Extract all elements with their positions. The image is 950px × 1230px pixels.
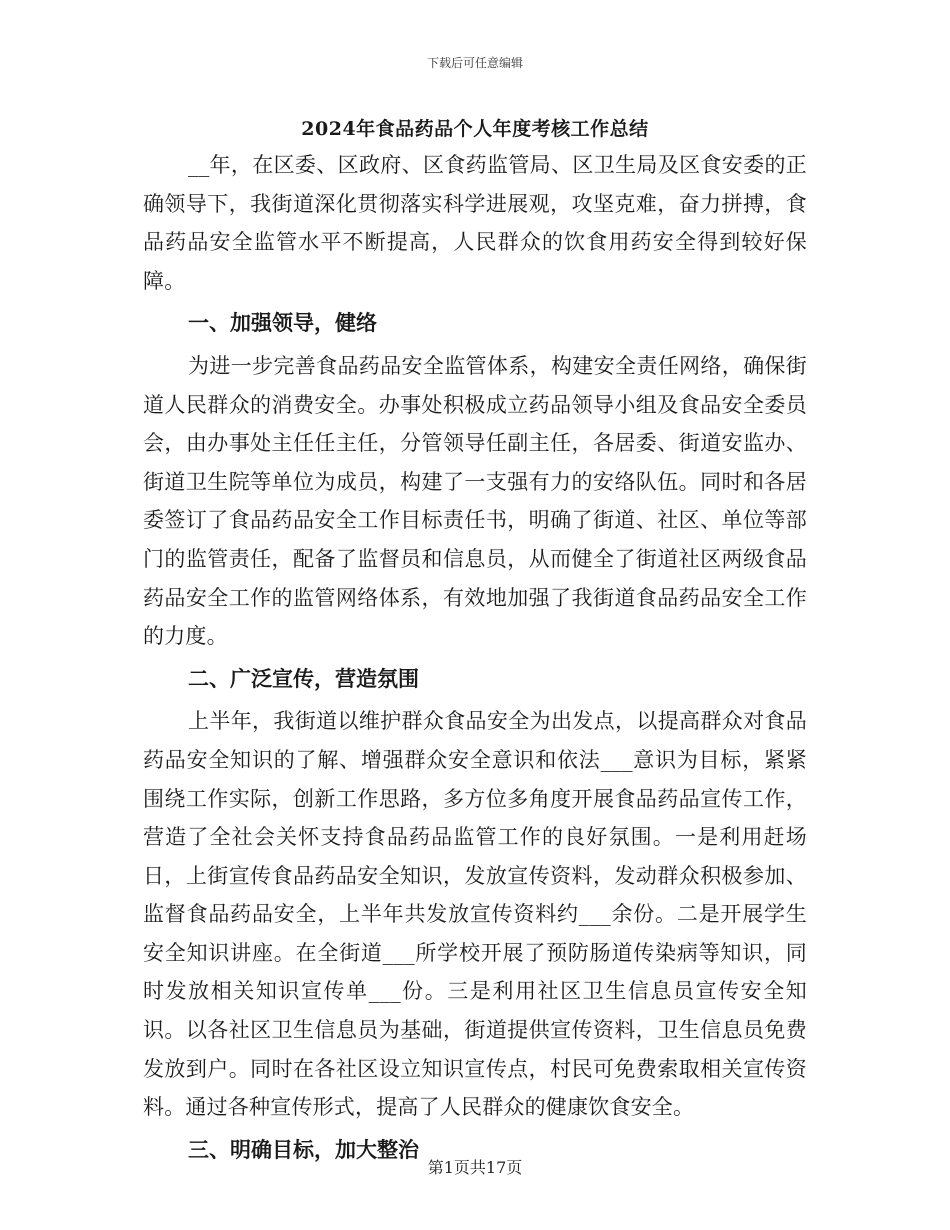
section-body-1: 为进一步完善食品药品安全监管体系，构建安全责任网络，确保街道人民群众的消费安全。办事处积极成立药品领导小组及食品安全委员会，由办事处主任任主任，分管领导任副主任，各居委、街道安监办、街道卫生院等单位为成员，构建了一支强有力的安络队伍。同时和各居委签订了食品药品安全工作目标责任书，明确了街道、社区、单位等部门的监管责任，配备了监督员和信息员，从而健全了街道社区两级食品药品安全工作的监管网络体系，有效地加强了我街道食品药品安全工作的力度。 xyxy=(143,353,807,649)
section-heading-1: 一、加强领导，健络 xyxy=(188,310,377,336)
section-heading-2: 二、广泛宣传，营造氛围 xyxy=(188,665,419,691)
header-note: 下载后可任意编辑 xyxy=(426,56,523,70)
intro-paragraph: __年，在区委、区政府、区食药监管局、区卫生局及区食安委的正确领导下，我街道深化贯彻落实科学进展观，攻坚克难，奋力拼搏，食品药品安全监管水平不断提高，人民群众的饮食用药安全得到较好保障。 xyxy=(143,153,807,293)
document-title: 2024年食品药品个人年度考核工作总结 xyxy=(301,118,649,140)
section-body-2: 上半年，我街道以维护群众食品安全为出发点，以提高群众对食品药品安全知识的了解、增强群众安全意识和依法___意识为目标，紧紧围绕工作实际，创新工作思路，多方位多角度开展食品药品宣传工作，营造了全社会关怀支持食品药品监管工作的良好氛围。一是利用赶场日，上街宣传食品药品安全知识，发放宣传资料，发动群众积极参加、监督食品药品安全，上半年共发放宣传资料约___余份。二是开展学生安全知识讲座。在全街道___所学校开展了预防肠道传染病等知识，同时发放相关知识宣传单___份。三是利用社区卫生信息员宣传安全知识。以各社区卫生信息员为基础，街道提供宣传资料，卫生信息员免费发放到户。同时在各社区设立知识宣传点，村民可免费索取相关宣传资料。通过各种宣传形式，提高了人民群众的健康饮食安全。 xyxy=(143,709,807,1120)
page-footer: 第1页共17页 xyxy=(427,1158,523,1177)
document-body xyxy=(143,146,807,1173)
section-heading-3: 三、明确目标，加大整治 xyxy=(188,1136,419,1162)
